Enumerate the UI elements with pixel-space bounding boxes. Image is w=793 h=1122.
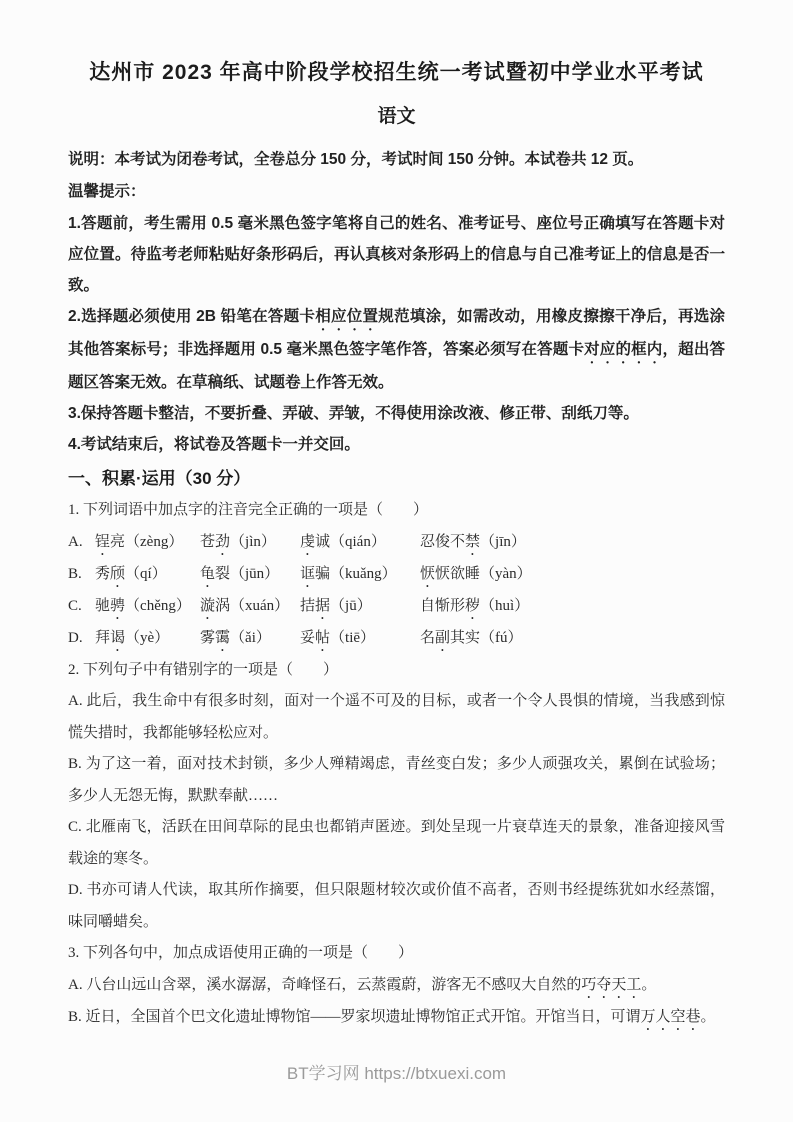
word-cell: [300, 527, 420, 559]
text-segment: 拜: [95, 629, 111, 646]
text-segment: 4.考试结束后，将试卷及答题卡一并交回。: [68, 436, 360, 453]
page-title: 达州市 2023 年高中阶段学校招生统一考试暨初中学业水平考试: [89, 61, 704, 84]
word-cell: [95, 591, 200, 623]
footer-watermark: BT学习网 https://btxuexi.com: [286, 1064, 507, 1083]
text-segment: 相应位置: [315, 308, 379, 325]
word-cell: [200, 591, 300, 623]
q2-stem: 2. 下列句子中有错别字的一项是（ ）: [68, 661, 339, 678]
option-label: A.: [68, 533, 83, 550]
word-cell: [420, 623, 725, 655]
word-cell: [300, 559, 420, 591]
text-segment: 诚（qián）: [315, 533, 386, 550]
text-segment: 裂（jūn）: [215, 565, 280, 582]
text-segment: ，超出答题区答案无效。在草稿纸、试题卷上作答无效。: [68, 341, 725, 391]
text-segment: 驰: [95, 597, 111, 614]
tip-item-3: [68, 398, 725, 429]
q1-option-row-c: [68, 591, 725, 623]
text-segment: 龟: [200, 565, 216, 582]
text-segment: （chěng）: [125, 597, 191, 614]
tip-item-4: [68, 429, 725, 460]
text-segment: 巧夺天工: [581, 976, 642, 993]
text-segment: B. 近日，全国首个巴文化遗址博物馆——罗家坝遗址博物馆正式开馆。开馆当日，可谓: [68, 1008, 641, 1025]
q3-option-a: [68, 970, 725, 1002]
text-segment: 骗（kuǎng）: [315, 565, 397, 582]
text-segment: 名: [420, 629, 436, 646]
text-segment: 谒: [110, 629, 126, 646]
word-cell: [300, 623, 420, 655]
text-segment: 漩: [200, 597, 216, 614]
q1-option-row-b: [68, 559, 725, 591]
q2-option-b: [68, 749, 725, 812]
text-segment: （yè）: [125, 629, 170, 646]
text-segment: 虔: [300, 533, 316, 550]
text-segment: 2.选择题必须使用 2B 铅笔在答题卡: [68, 308, 316, 325]
text-segment: 规范填涂，如需改动，用橡皮擦擦干净后，再选涂其他答案标号；非选择题用 0.5 毫米黑色签字笔作答，答案必须写在答题卡: [68, 308, 725, 358]
text-segment: 霭: [215, 629, 231, 646]
text-segment: 对应的框内: [584, 341, 663, 358]
text-segment: 锃: [95, 533, 111, 550]
text-segment: B. 为了这一着，面对技术封锁，多少人殚精竭虑，青丝变白发；多少人顽强攻关，累倒在试验场；多少人无怨无悔，默默奉献……: [68, 756, 725, 804]
text-segment: （jīn）: [480, 533, 526, 550]
text-segment: 副: [435, 629, 451, 646]
text-segment: 其实（fú）: [450, 629, 523, 646]
text-segment: 1.答题前，考生需用 0.5 毫米黑色签字笔将自己的姓名、准考证号、座位号正确填写在答题卡对应位置。待监考老师粘贴好条形码后，再认真核对条形码上的信息与自己准考证上的信息是否一致。: [68, 215, 725, 294]
q2-option-d: [68, 875, 725, 938]
option-label: D.: [68, 629, 83, 646]
text-segment: 。: [641, 976, 657, 993]
text-segment: 万人空巷: [640, 1008, 701, 1025]
text-segment: 。: [700, 1008, 716, 1025]
text-segment: 恹欲睡（yàn）: [435, 565, 532, 582]
text-segment: 妥: [300, 629, 316, 646]
q1-stem: 1. 下列词语中加点字的注音完全正确的一项是（ ）: [68, 502, 429, 518]
text-segment: （qí）: [125, 565, 167, 582]
text-segment: 禁: [465, 533, 481, 550]
subject-title: 语文: [377, 106, 416, 127]
option-label: B.: [68, 565, 82, 582]
text-segment: 3.保持答题卡整洁，不要折叠、弄破、弄皱，不得使用涂改液、修正带、刮纸刀等。: [68, 405, 639, 422]
text-segment: （huì）: [480, 597, 530, 614]
q1-option-row-d: [68, 623, 725, 655]
word-cell: [420, 527, 725, 559]
word-cell: [95, 559, 200, 591]
section-heading: 一、积累·运用（30 分）: [68, 469, 251, 488]
text-segment: （jìn）: [230, 533, 276, 550]
option-label: C.: [68, 597, 82, 614]
text-segment: 自惭形: [420, 597, 466, 614]
text-segment: 秽: [465, 597, 481, 614]
text-segment: A. 八台山远山含翠，溪水潺潺，奇峰怪石，云蒸霞蔚，游客无不感叹大自然的: [68, 976, 582, 993]
text-segment: （jū）: [330, 597, 372, 614]
text-segment: 据: [315, 597, 331, 614]
text-segment: 劲: [215, 533, 231, 550]
text-segment: 忍俊不: [420, 533, 466, 550]
text-segment: 苍: [200, 533, 216, 550]
text-segment: 诓: [300, 565, 316, 582]
q2-option-c: [68, 812, 725, 875]
text-segment: 骋: [110, 597, 126, 614]
word-cell: [200, 623, 300, 655]
word-cell: [420, 591, 725, 623]
word-cell: [95, 623, 200, 655]
text-segment: 帖: [315, 629, 331, 646]
text-segment: 颀: [110, 565, 126, 582]
text-segment: 拮: [300, 597, 316, 614]
text-segment: C. 北雁南飞，活跃在田间草际的昆虫也都销声匿迹。到处呈现一片衰草连天的景象，准备迎接风雪载途的寒冬。: [68, 819, 725, 867]
text-segment: D. 书亦可请人代读，取其所作摘要，但只限题材较次或价值不高者，否则书经提练犹如水经蒸馏，味同嚼蜡矣。: [68, 882, 725, 930]
q3-option-b: [68, 1002, 725, 1034]
word-cell: [95, 527, 200, 559]
exam-description: 说明：本考试为闭卷考试，全卷总分 150 分，考试时间 150 分钟。本试卷共 12 页。: [68, 151, 644, 168]
text-segment: A. 此后，我生命中有很多时刻，面对一个遥不可及的目标，或者一个令人畏惧的情境，当我感到惊慌失措时，我都能够轻松应对。: [68, 693, 725, 741]
tips-title: 温馨提示：: [68, 183, 146, 200]
text-segment: （tiē）: [330, 629, 376, 646]
word-cell: [420, 559, 725, 591]
tip-item-1: [68, 208, 725, 301]
text-segment: 雾: [200, 629, 216, 646]
word-cell: [300, 591, 420, 623]
q1-option-row-a: [68, 527, 725, 559]
text-segment: 秀: [95, 565, 111, 582]
q2-option-a: [68, 686, 725, 749]
text-segment: 恹: [420, 565, 436, 582]
text-segment: 涡（xuán）: [215, 597, 290, 614]
q3-stem: 3. 下列各句中，加点成语使用正确的一项是（ ）: [68, 945, 414, 961]
word-cell: [200, 559, 300, 591]
tip-item-2: [68, 301, 725, 398]
text-segment: 亮（zèng）: [110, 533, 184, 550]
text-segment: （ǎi）: [230, 629, 271, 646]
word-cell: [200, 527, 300, 559]
